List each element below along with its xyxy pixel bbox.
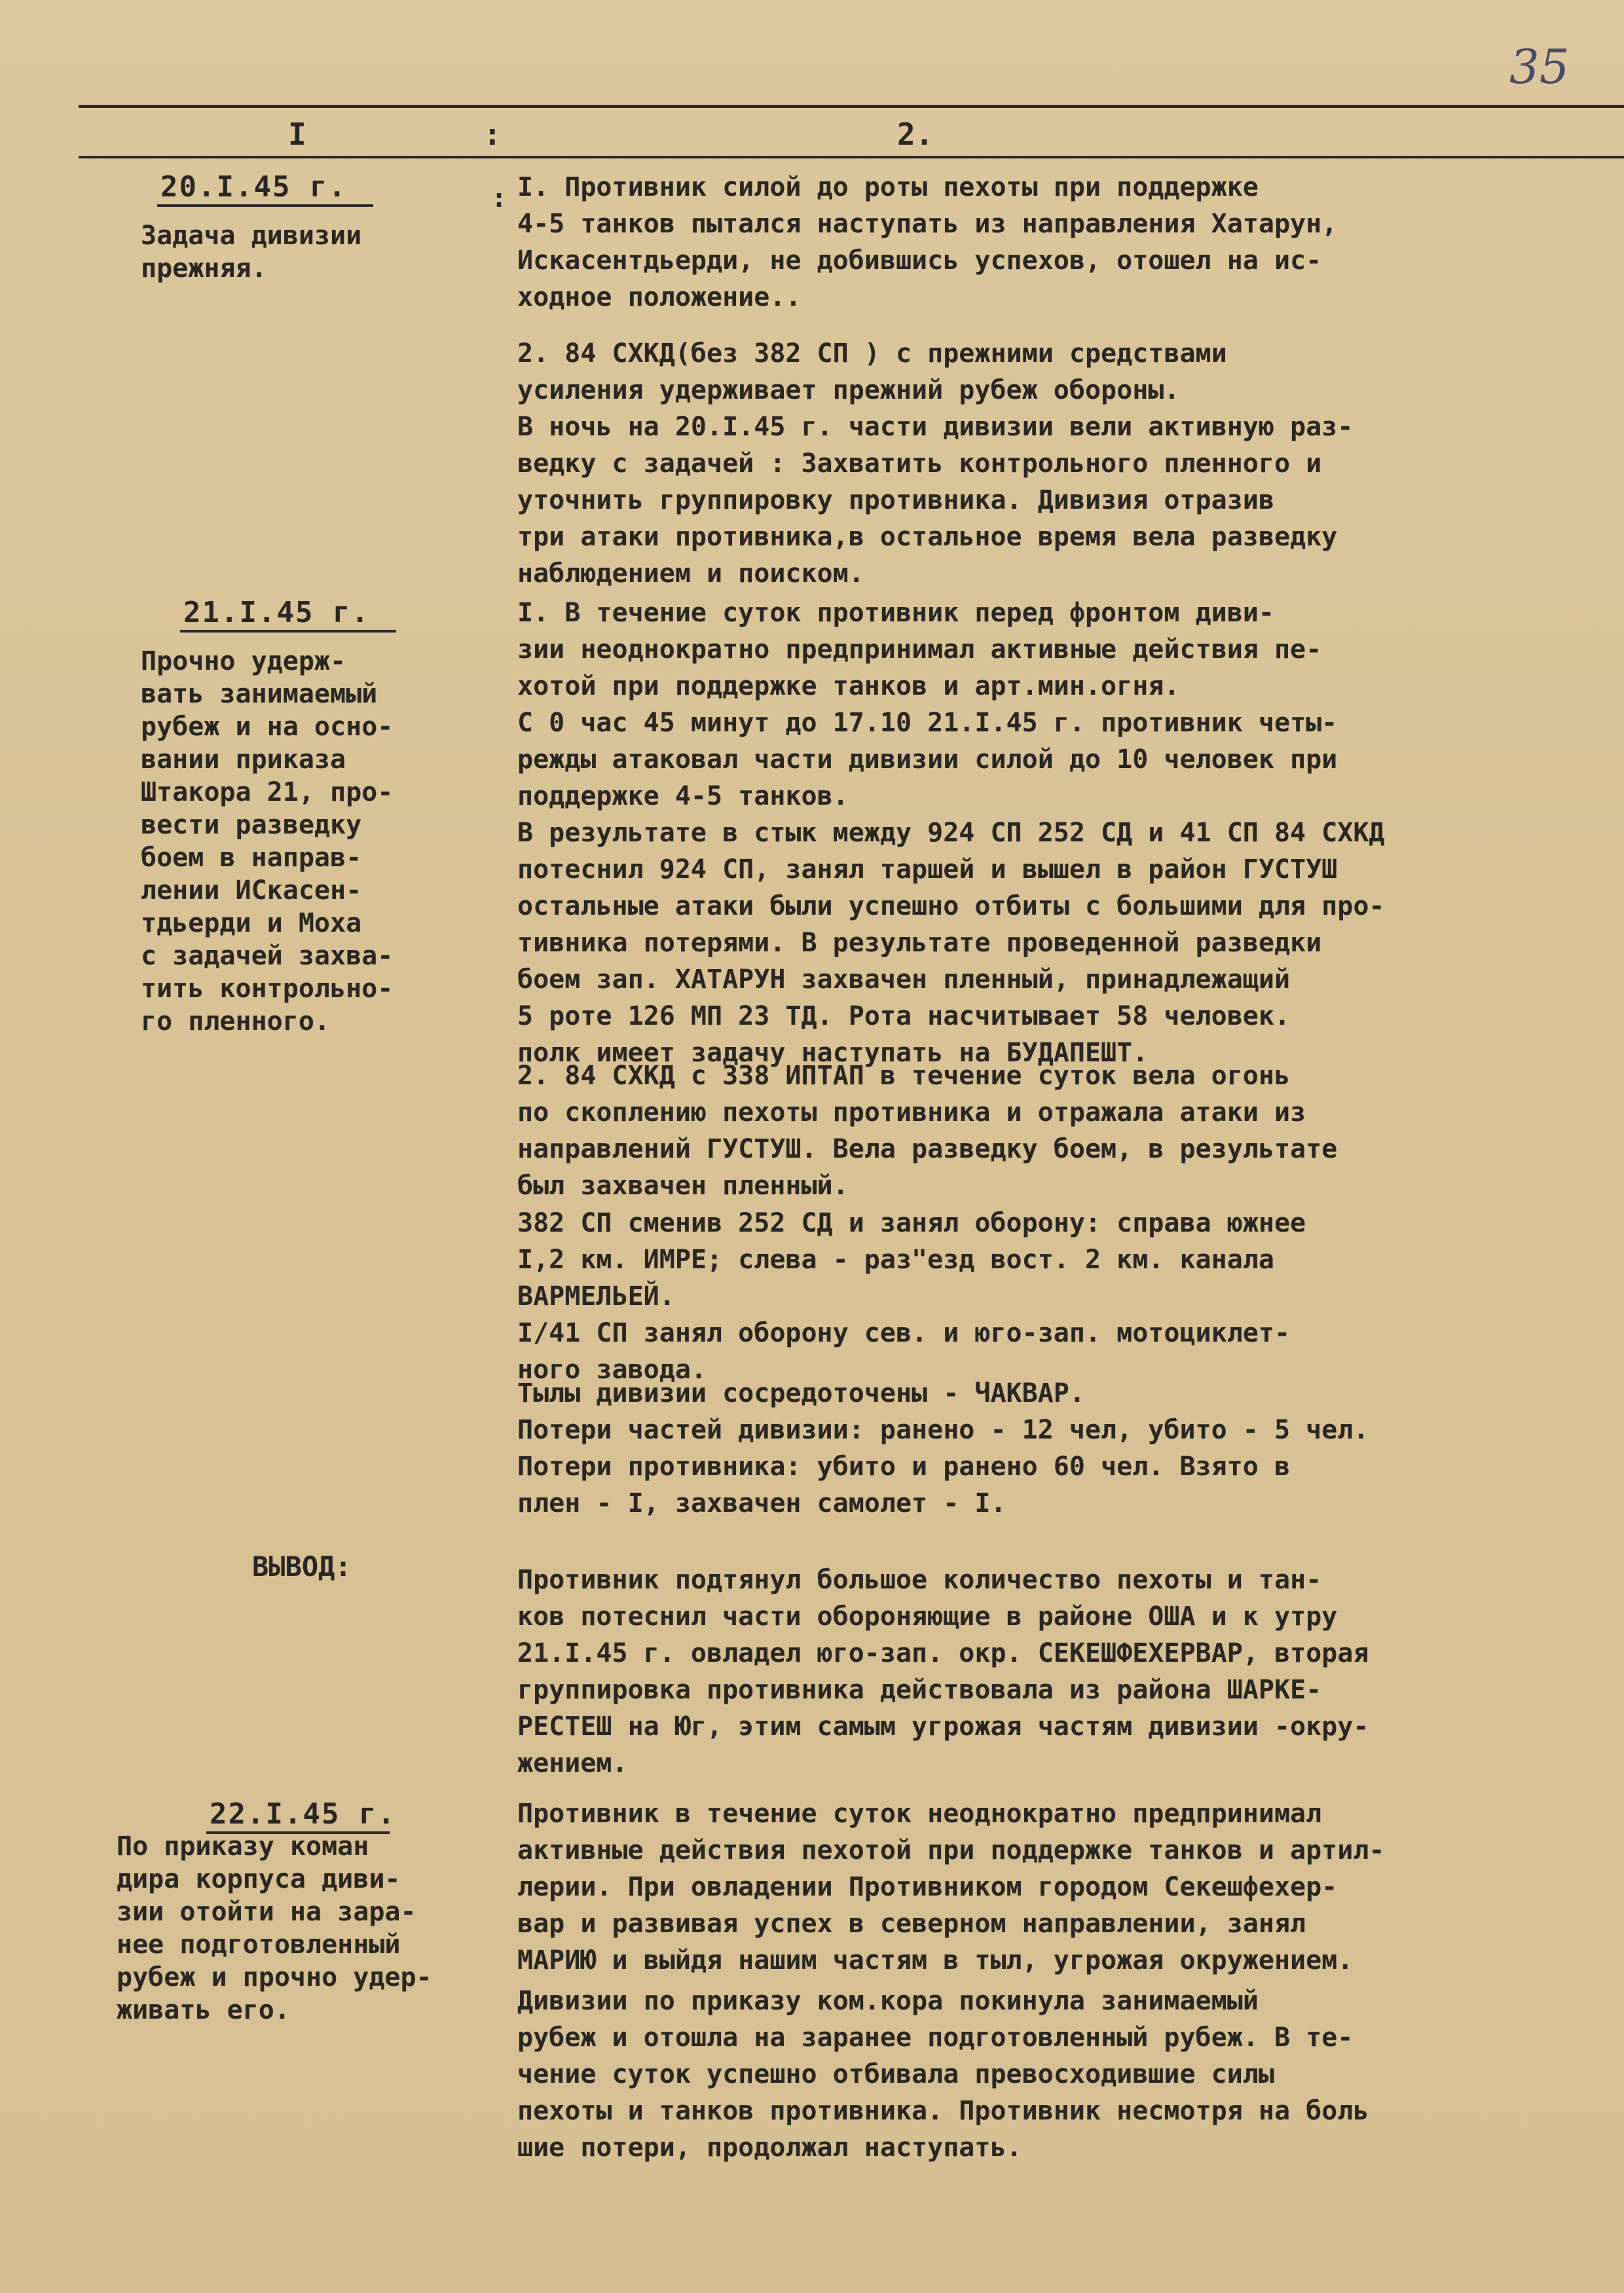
conclusion-label: ВЫВОД:: [252, 1550, 352, 1583]
column-header-1: I: [288, 117, 306, 152]
entry-2-paragraph-2: 2. 84 СХКД с 338 ИПТАП в течение суток вела огонь по скоплению пехоты противника и отражала атаки из направлений ГУСТУШ. Вела разведку боем, в результате был захвачен пленный.: [517, 1061, 1338, 1201]
entry-task-3: По приказу коман дира корпуса диви- зии отойти на зара- нее подготовленный рубеж и прочно удер- живать его.: [117, 1831, 432, 2025]
entry-2-paragraph-1: I. В течение суток противник перед фронтом диви- зии неоднократно предпринимал активные действия пе- хотой при поддержке танков и арт.мин.огня. С 0 час 45 минут до 17.10 21.I.45 г. противник четы- режды атаковал части дивизии силой до 10 человек при поддержке 4-5 танков. В результате в стык между 924 СП 252 СД и 41 СП 84 СХКД потеснил 924 СП, занял таршей и вышел в район ГУСТУШ остальные атаки были успешно отбиты с большими для про- тивника потерями. В результате проведенной разведки боем зап. ХАТАРУН захвачен пленный, принадлежащий 5 роте 126 МП 23 ТД. Рота насчитывает 58 человек. полк имеет задачу наступать на БУДАПЕШТ.: [517, 598, 1385, 1068]
page-number: 35: [1509, 39, 1570, 94]
entry-task-2: Прочно удерж- вать занимаемый рубеж и на осно- вании приказа Штакора 21, про- вести разведку боем в направ- лении ИСкасен- тдьерди и Моха с задачей захва- тить контрольно- го пленного.: [141, 646, 394, 1036]
entry-date-1: 20.I.45 г.: [160, 170, 347, 204]
table-header-rule: [79, 156, 1624, 158]
entry-2-paragraph-4: Тылы дивизии сосредоточены - ЧАКВАР. Потери частей дивизии: ранено - 12 чел, убито - 5 чел. Потери противника: убито и ранено 60 чел. Взято в плен - I, захвачен самолет - I.: [517, 1378, 1369, 1518]
entry-date-2: 21.I.45 г.: [183, 596, 370, 629]
entry-task-1: Задача дивизии прежняя.: [141, 221, 362, 284]
conclusion-text: Противник подтянул большое количество пехоты и тан- ков потеснил части обороняющие в районе ОША и к утру 21.I.45 г. овладел юго-зап. окр. СЕКЕШФЕХЕРВАР, вторая группировка противника действовала из района ШАРКЕ- РЕСТЕШ на Юг, этим самым угрожая частям дивизии -окру- жением.: [517, 1565, 1369, 1778]
column-separator: :: [483, 117, 502, 152]
date-underline-1: [157, 204, 373, 207]
column-header-2: 2.: [897, 117, 934, 152]
entry-1-paragraph-1: I. Противник силой до роты пехоты при поддержке 4-5 танков пытался наступать из направления Хатарун, Искасентдьерди, не добившись успехов, отошел на ис- ходное положение..: [517, 172, 1338, 312]
entry-2-paragraph-3: 382 СП сменив 252 СД и занял оборону: справа южнее I,2 км. ИМРЕ; слева - раз"езд вост. 2 км. канала ВАРМЕЛЬЕЙ. I/41 СП занял оборону сев. и юго-зап. мотоциклет- ного завода.: [517, 1208, 1306, 1385]
entry-3-paragraph-1: Противник в течение суток неоднократно предпринимал активные действия пехотой при поддержке танков и артил- лерии. При овладении Противником городом Секешфехер- вар и развивая успех в северном направлении, занял МАРИЮ и выйдя нашим частям в тыл, угрожая окружением.: [517, 1799, 1385, 1975]
margin-separator-1: :: [491, 183, 507, 213]
entry-date-3: 22.I.45 г.: [210, 1797, 396, 1831]
date-underline-2: [180, 630, 396, 633]
entry-1-paragraph-2: 2. 84 СХКД(без 382 СП ) с прежними средствами усиления удерживает прежний рубеж обороны. В ночь на 20.I.45 г. части дивизии вели активную раз- ведку с задачей : Захватить контрольного пленного и уточнить группировку противника. Дивизия отразив три атаки противника,в остальное время вела разведку наблюдением и поиском.: [517, 339, 1354, 589]
entry-3-paragraph-2: Дивизии по приказу ком.кора покинула занимаемый рубеж и отошла на заранее подготовленный рубеж. В те- чение суток успешно отбивала превосходившие силы пехоты и танков противника. Противник несмотря на боль шие потери, продолжал наступать.: [517, 1986, 1369, 2163]
table-top-rule: [79, 105, 1624, 108]
